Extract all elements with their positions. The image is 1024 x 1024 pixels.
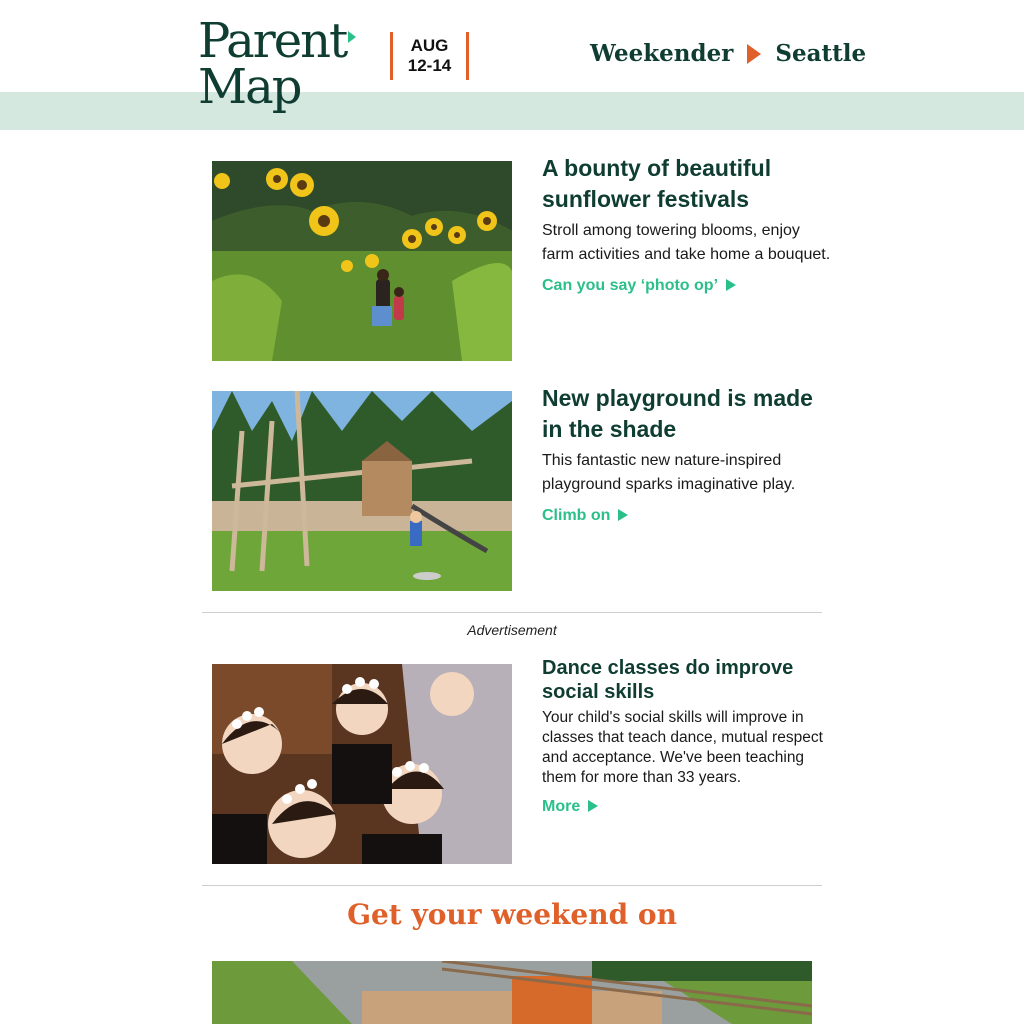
article-title[interactable]: A bounty of beautiful sunflower festivals xyxy=(542,155,772,212)
date-days: 12-14 xyxy=(407,56,452,75)
parentmap-logo[interactable] xyxy=(198,13,356,115)
divider xyxy=(202,885,822,886)
city-label: Seattle xyxy=(775,40,867,67)
edition-label: Weekender xyxy=(590,40,734,67)
weekend-photo[interactable] xyxy=(212,961,812,1024)
logo-line1: Parent xyxy=(198,13,347,69)
article-title[interactable]: New playground is made in the shade xyxy=(542,385,813,442)
email-header xyxy=(0,0,1024,115)
edition-title xyxy=(590,40,866,67)
advertisement-label: Advertisement xyxy=(467,622,557,638)
play-arrow-icon xyxy=(588,800,598,812)
article-summary: This fantastic new nature-inspired playground sparks imaginative play. xyxy=(542,452,796,493)
section-heading: Get your weekend on xyxy=(347,898,677,931)
dance-photo[interactable] xyxy=(212,664,512,864)
play-arrow-icon xyxy=(618,509,628,521)
ad-more-link[interactable]: More xyxy=(542,798,598,816)
sunflower-link[interactable]: Can you say ‘photo op’ xyxy=(542,277,736,295)
playground-link[interactable]: Climb on xyxy=(542,507,628,525)
play-arrow-icon xyxy=(726,279,736,291)
ad-summary: Your child's social skills will improve in classes that teach dance, mutual respect and acceptance. We've been teaching them for more than 33 years. xyxy=(542,709,823,786)
play-arrow-icon xyxy=(747,44,761,64)
logo-play-icon xyxy=(348,31,356,43)
header-band xyxy=(0,92,1024,130)
playground-photo[interactable] xyxy=(212,391,512,591)
article-summary: Stroll among towering blooms, enjoy farm activities and take home a bouquet. xyxy=(542,222,831,263)
sunflower-photo[interactable] xyxy=(212,161,512,361)
logo-line2: Map xyxy=(198,59,301,115)
ad-title[interactable]: Dance classes do improve social skills xyxy=(542,657,794,703)
date-month: AUG xyxy=(410,36,449,55)
divider xyxy=(202,612,822,613)
date-badge xyxy=(390,32,469,80)
